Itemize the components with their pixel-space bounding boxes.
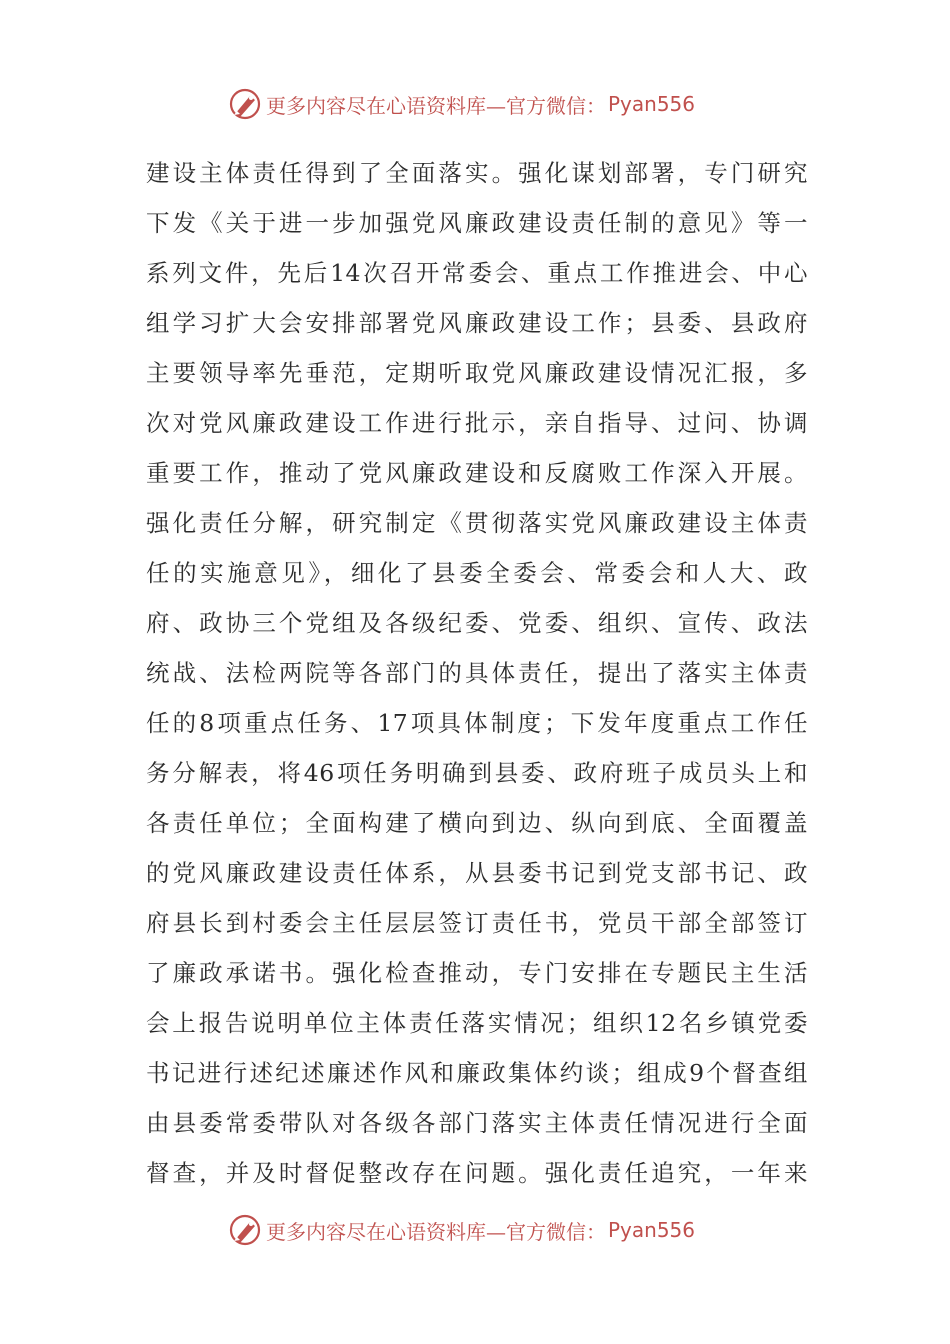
text-line: 府、政协三个党组及各级纪委、党委、组织、宣传、政法 xyxy=(146,609,808,637)
text-line: 府县长到村委会主任层层签订责任书，党员干部全部签订 xyxy=(146,909,808,937)
text-line: 了廉政承诺书。强化检查推动，专门安排在专题民主生活 xyxy=(146,959,808,987)
text-line: 统战、法检两院等各部门的具体责任，提出了落实主体责 xyxy=(146,659,808,687)
text-line: 任的8项重点任务、17项具体制度；下发年度重点工作任 xyxy=(146,709,808,737)
text-line: 建设主体责任得到了全面落实。强化谋划部署，专门研究 xyxy=(146,159,808,187)
text-line: 会上报告说明单位主体责任落实情况；组织12名乡镇党委 xyxy=(146,1009,808,1037)
pen-nib-logo-icon xyxy=(228,87,262,121)
text-line: 主要领导率先垂范，定期听取党风廉政建设情况汇报，多 xyxy=(146,359,808,387)
footer-watermark xyxy=(228,1212,748,1248)
text-line: 由县委常委带队对各级各部门落实主体责任情况进行全面 xyxy=(146,1109,808,1137)
text-line: 各责任单位；全面构建了横向到边、纵向到底、全面覆盖 xyxy=(146,809,808,837)
text-line: 系列文件，先后14次召开常委会、重点工作推进会、中心 xyxy=(146,259,808,287)
text-line: 务分解表，将46项任务明确到县委、政府班子成员头上和 xyxy=(146,759,808,787)
text-line: 组学习扩大会安排部署党风廉政建设工作；县委、县政府 xyxy=(146,309,808,337)
text-line: 次对党风廉政建设工作进行批示，亲自指导、过问、协调 xyxy=(146,409,808,437)
text-line: 督查，并及时督促整改存在问题。强化责任追究，一年来 xyxy=(146,1159,808,1187)
watermark-wechat-id: Pyan556 xyxy=(608,92,696,116)
text-line: 的党风廉政建设责任体系，从县委书记到党支部书记、政 xyxy=(146,859,808,887)
text-line: 任的实施意见》，细化了县委全委会、常委会和人大、政 xyxy=(146,559,808,587)
watermark-wechat-id: Pyan556 xyxy=(608,1218,696,1242)
text-line: 书记进行述纪述廉述作风和廉政集体约谈；组成9个督查组 xyxy=(146,1059,808,1087)
text-line: 强化责任分解，研究制定《贯彻落实党风廉政建设主体责 xyxy=(146,509,808,537)
body-text xyxy=(146,148,808,1198)
pen-nib-logo-icon xyxy=(228,1213,262,1247)
watermark-text: 更多内容尽在心语资料库—官方微信： xyxy=(266,93,606,118)
text-line: 重要工作，推动了党风廉政建设和反腐败工作深入开展。 xyxy=(146,459,808,487)
header-watermark xyxy=(228,86,748,122)
text-line: 下发《关于进一步加强党风廉政建设责任制的意见》等一 xyxy=(146,209,808,237)
watermark-text: 更多内容尽在心语资料库—官方微信： xyxy=(266,1219,606,1244)
